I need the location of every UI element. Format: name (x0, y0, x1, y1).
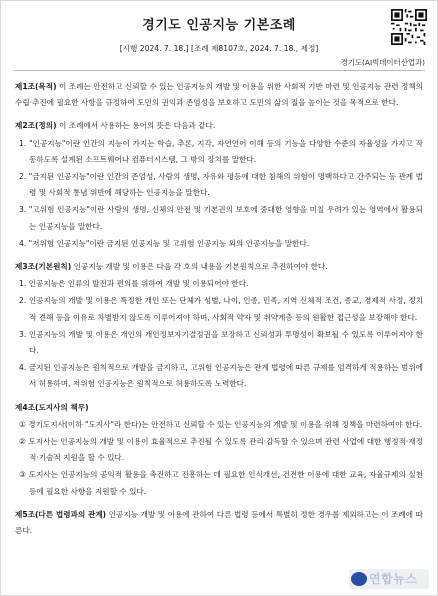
document-title: 경기도 인공지능 기본조례 (142, 18, 296, 33)
article-4-paragraph-2: ② 도지사는 인공지능의 개발 및 이용이 효율적으로 추진될 수 있도록 관리·감독할 수 있으며 관련 사업에 대한 행정적·재정적·기술적 지원을 할 수 있다. (19, 437, 423, 463)
article-3 (15, 259, 423, 275)
article-2-item-3: 3. "고위험 인공지능"이란 사람의 생명, 신체의 안전 및 기본권의 보호에 중대한 영향을 미칠 우려가 있는 영역에서 활용되는 인공지능을 말한다. (19, 205, 423, 231)
article-1-heading: 제1조(목적) (15, 82, 57, 91)
article-2-item-2: 2. "금지된 인공지능"이란 인간의 존엄성, 사람의 생명, 자유와 평등에 대한 침해의 위험이 명백하다고 간주되는 등 관계 법령 및 사회적 통념 위반에 해당하는 인공지능을 말한다. (19, 172, 423, 198)
article-2-item-1: 1. "인공지능"이란 인간의 지능이 가지는 학습, 추론, 지각, 자연언어 이해 등의 기능을 다양한 수준의 자율성을 가지고 작동하도록 설계된 소프트웨어나 컴퓨터시스템, 그 밖의 장치를 말한다. (19, 138, 423, 164)
article-1-text: 이 조례는 안전하고 신뢰할 수 있는 인공지능의 개발 및 이용을 위한 사회적 기반 마련 및 인공지능 관련 정책의 수립·추진에 필요한 사항을 규정하여 도민의 권익과 존엄성을 보호하고 도민의 삶의 질을 높이는 것을 목적으로 한다. (15, 82, 423, 108)
article-2-item-4: 4. "저위험 인공지능"이란 금지된 인공지능 및 고위험 인공지능 외의 인공지능을 말한다. (19, 238, 310, 248)
article-4-heading: 제4조(도지사의 책무) (15, 402, 89, 412)
department-label: 경기도(AI빅데이터산업과) (340, 58, 425, 67)
article-2-intro: 이 조례에서 사용하는 용어의 뜻은 다음과 같다. (56, 121, 216, 131)
article-3-item-4: 4. 금지된 인공지능은 원칙적으로 개발을 금지하고, 고위험 인공지능은 관계 법령에 따른 규제를 엄격하게 적용하는 범위에서 허용하며, 저위험 인공지능은 원칙적으로 허용하도록 노력한다. (19, 363, 423, 389)
ordinance-body (15, 79, 423, 546)
article-2-heading: 제2조(정의) (15, 121, 57, 131)
article-5 (15, 507, 423, 539)
article-4 (15, 400, 423, 416)
article-4-paragraph-3: ③ 도지사는 인공지능의 공익적 활용을 촉진하고 진흥하는 데 필요한 인식개선, 건전한 이용에 대한 교육, 자율규제의 실천 등에 필요한 사항을 지원할 수 있다. (19, 470, 423, 496)
article-4-paragraph-1: ① 경기도지사(이하 "도지사"라 한다)는 안전하고 신뢰할 수 있는 인공지능의 개발 및 이용을 위해 정책을 마련하여야 한다. (19, 419, 423, 429)
watermark-text: 연합뉴스 (369, 572, 418, 586)
news-watermark-logo (349, 569, 429, 589)
article-3-item-1: 1. 인공지능은 인류의 발전과 편의를 위하여 개발 및 이용되어야 한다. (19, 279, 249, 289)
article-1 (15, 79, 423, 111)
article-5-heading: 제5조(다른 법령과의 관계) (15, 509, 107, 519)
article-2 (15, 118, 423, 134)
header-divider (13, 70, 425, 71)
news-logo-icon (351, 572, 367, 586)
article-3-item-2: 2. 인공지능의 개발 및 이용은 특정한 개인 또는 단체가 성별, 나이, 인종, 민족, 지역 신체적 조건, 종교, 경제적 사정, 정치적 견해 등을 이유로 차별받지 않도록 이루어져야 하며, 사회적 약자 및 취약계층 등의 원활한 접근성을 보장해야 한다. (19, 296, 423, 322)
article-5-text: 인공지능 개발 및 이용에 관하여 다른 법령 등에서 특별히 정한 경우를 제외하고는 이 조례에 따른다. (15, 509, 423, 536)
article-3-item-3: 3. 인공지능의 개발 및 이용은 개인의 개인정보자기결정권을 보장하고 신뢰성과 투명성이 확보될 수 있도록 이루어져야 한다. (19, 329, 423, 356)
article-3-intro: 인공지능 개발 및 이용은 다음 각 호의 내용을 기본원칙으로 추진하여야 한다. (71, 262, 328, 272)
article-3-heading: 제3조(기본원칙) (15, 262, 72, 272)
enactment-info: [시행 2024. 7. 18.] [조례 제8107호, 2024. 7. 18., 제정] (119, 44, 319, 53)
